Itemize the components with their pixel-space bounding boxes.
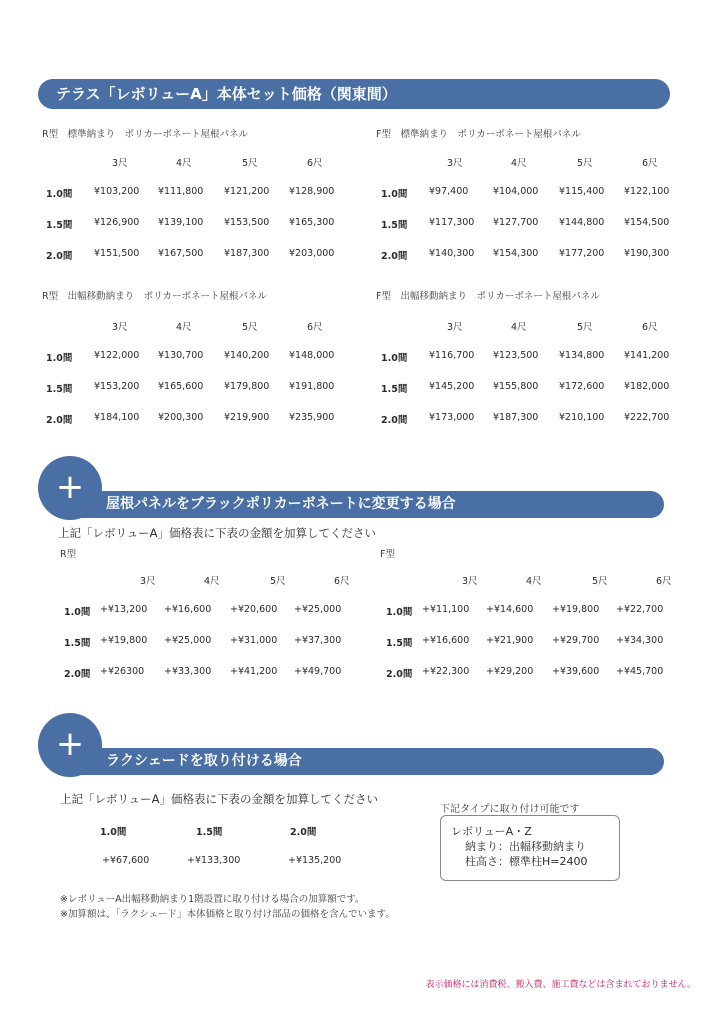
price-cell: ¥148,000: [289, 350, 335, 361]
price-cell: ¥141,200: [624, 350, 670, 361]
price-cell: ¥179,800: [224, 381, 270, 392]
table-label-r-standard: R型 標準納まり ポリカーボネート屋根パネル: [42, 129, 249, 140]
price-cell: ¥115,400: [559, 186, 605, 197]
row-label: 1.5間: [381, 384, 408, 395]
column-header: 3尺: [112, 322, 128, 333]
price-cell: ¥103,200: [94, 186, 140, 197]
price-cell: +¥37,300: [294, 635, 342, 646]
compat-line: 納まり：出幅移動納まり: [465, 840, 586, 853]
price-cell: ¥165,300: [289, 217, 335, 228]
price-cell: ¥116,700: [429, 350, 475, 361]
price-cell: +¥25,000: [294, 604, 342, 615]
rakushade-banner: [70, 748, 664, 775]
column-header: 3尺: [462, 576, 478, 587]
price-cell: ¥182,000: [624, 381, 670, 392]
price-cell: +¥13,200: [100, 604, 148, 615]
column-header: 5尺: [242, 322, 258, 333]
rakushade-col-3: 2.0間: [290, 827, 317, 838]
price-cell: +¥34,300: [616, 635, 664, 646]
row-label: 1.0間: [46, 189, 73, 200]
plus-icon: +: [38, 456, 102, 520]
column-header: 4尺: [176, 322, 192, 333]
column-header: 6尺: [307, 158, 323, 169]
price-cell: +¥29,700: [552, 635, 600, 646]
column-header: 4尺: [204, 576, 220, 587]
column-header: 5尺: [270, 576, 286, 587]
row-label: 1.5間: [64, 638, 91, 649]
price-table-f-move: [379, 319, 679, 429]
row-label: 1.0間: [381, 353, 408, 364]
rakushade-col-2: 1.5間: [196, 827, 223, 838]
footnote: ※加算額は、「ラクシェード」本体価格と取り付け部品の価格を含んでいます。: [60, 909, 395, 920]
price-cell: +¥22,700: [616, 604, 664, 615]
price-cell: ¥130,700: [158, 350, 204, 361]
price-cell: ¥104,000: [493, 186, 539, 197]
price-cell: ¥219,900: [224, 412, 270, 423]
price-cell: +¥49,700: [294, 666, 342, 677]
row-label: 1.5間: [381, 220, 408, 231]
price-cell: ¥128,900: [289, 186, 335, 197]
price-cell: ¥111,800: [158, 186, 204, 197]
price-table-r-standard: [44, 155, 344, 265]
price-cell: ¥144,800: [559, 217, 605, 228]
price-cell: ¥154,500: [624, 217, 670, 228]
black-panel-title: 屋根パネルをブラックポリカーボネートに変更する場合: [106, 496, 456, 512]
price-cell: +¥20,600: [230, 604, 278, 615]
price-table-r-move: [44, 319, 344, 429]
column-header: 3尺: [447, 158, 463, 169]
rakushade-title: ラクシェードを取り付ける場合: [106, 753, 302, 769]
price-cell: +¥26300: [100, 666, 145, 677]
price-cell: +¥22,300: [422, 666, 470, 677]
price-cell: +¥11,100: [422, 604, 470, 615]
rakushade-col-1: 1.0間: [100, 827, 127, 838]
price-cell: ¥184,100: [94, 412, 140, 423]
black-panel-intro: 上記「レボリューA」価格表に下表の金額を加算してください: [58, 526, 377, 540]
price-cell: ¥167,500: [158, 248, 204, 259]
price-cell: +¥45,700: [616, 666, 664, 677]
row-label: 1.5間: [46, 220, 73, 231]
price-cell: ¥210,100: [559, 412, 605, 423]
compat-line: レボリューA・Z: [451, 825, 532, 838]
price-cell: ¥200,300: [158, 412, 204, 423]
row-label: 1.0間: [381, 189, 408, 200]
price-cell: ¥122,000: [94, 350, 140, 361]
price-cell: ¥127,700: [493, 217, 539, 228]
price-cell: ¥97,400: [429, 186, 469, 197]
column-header: 4尺: [526, 576, 542, 587]
price-cell: +¥29,200: [486, 666, 534, 677]
price-cell: ¥123,500: [493, 350, 539, 361]
plus-icon: +: [38, 713, 102, 777]
column-header: 3尺: [112, 158, 128, 169]
column-header: 4尺: [176, 158, 192, 169]
main-title: テラス「レボリューA」本体セット価格（関東間）: [56, 85, 397, 103]
price-cell: ¥122,100: [624, 186, 670, 197]
price-cell: +¥19,800: [552, 604, 600, 615]
price-cell: +¥14,600: [486, 604, 534, 615]
column-header: 3尺: [447, 322, 463, 333]
price-cell: ¥140,300: [429, 248, 475, 259]
price-cell: +¥33,300: [164, 666, 212, 677]
price-cell: ¥117,300: [429, 217, 475, 228]
row-label: 2.0間: [381, 415, 408, 426]
price-cell: ¥145,200: [429, 381, 475, 392]
row-label: 2.0間: [381, 251, 408, 262]
row-label: 1.0間: [64, 607, 91, 618]
price-cell: ¥139,100: [158, 217, 204, 228]
compat-box: [440, 815, 620, 881]
rakushade-intro: 上記「レボリューA」価格表に下表の金額を加算してください: [60, 792, 379, 806]
price-cell: ¥187,300: [224, 248, 270, 259]
price-cell: +¥25,000: [164, 635, 212, 646]
price-cell: ¥153,500: [224, 217, 270, 228]
price-cell: ¥151,500: [94, 248, 140, 259]
rakushade-price-2: +¥133,300: [187, 855, 241, 866]
column-header: 6尺: [656, 576, 672, 587]
price-cell: ¥121,200: [224, 186, 270, 197]
compat-caption: 下記タイプに取り付け可能です: [440, 804, 580, 815]
column-header: 6尺: [334, 576, 350, 587]
price-cell: ¥191,800: [289, 381, 335, 392]
column-header: 5尺: [242, 158, 258, 169]
rakushade-price-3: +¥135,200: [288, 855, 342, 866]
add-table-f-black: [380, 573, 680, 683]
table-label-f-move: F型 出幅移動納まり ポリカーボネート屋根パネル: [376, 291, 600, 302]
price-cell: ¥154,300: [493, 248, 539, 259]
row-label: 1.5間: [386, 638, 413, 649]
price-cell: +¥21,900: [486, 635, 534, 646]
column-header: 6尺: [642, 158, 658, 169]
price-cell: ¥177,200: [559, 248, 605, 259]
row-label: 2.0間: [46, 415, 73, 426]
footnote: ※レボリューA出幅移動納まり1階設置に取り付ける場合の加算額です。: [60, 894, 365, 905]
price-cell: ¥173,000: [429, 412, 475, 423]
price-cell: +¥16,600: [422, 635, 470, 646]
price-cell: ¥235,900: [289, 412, 335, 423]
row-label: 2.0間: [386, 669, 413, 680]
row-label: 2.0間: [64, 669, 91, 680]
rakushade-table: [98, 824, 358, 874]
price-cell: ¥155,800: [493, 381, 539, 392]
price-cell: +¥31,000: [230, 635, 278, 646]
table-label-r-black: R型: [60, 549, 77, 560]
price-cell: ¥222,700: [624, 412, 670, 423]
black-panel-banner: [70, 491, 664, 518]
column-header: 4尺: [511, 158, 527, 169]
row-label: 2.0間: [46, 251, 73, 262]
table-label-f-black: F型: [380, 549, 395, 560]
add-table-r-black: [58, 573, 358, 683]
column-header: 6尺: [642, 322, 658, 333]
disclaimer: 表示価格には消費税、搬入費、施工費などは含まれておりません。: [425, 980, 696, 990]
row-label: 1.0間: [46, 353, 73, 364]
column-header: 4尺: [511, 322, 527, 333]
table-label-f-standard: F型 標準納まり ポリカーボネート屋根パネル: [376, 129, 581, 140]
price-cell: ¥126,900: [94, 217, 140, 228]
price-cell: ¥172,600: [559, 381, 605, 392]
rakushade-price-1: +¥67,600: [102, 855, 150, 866]
column-header: 5尺: [577, 322, 593, 333]
price-cell: +¥41,200: [230, 666, 278, 677]
price-cell: +¥19,800: [100, 635, 148, 646]
price-table-f-standard: [379, 155, 679, 265]
price-cell: +¥16,600: [164, 604, 212, 615]
row-label: 1.0間: [386, 607, 413, 618]
price-cell: ¥140,200: [224, 350, 270, 361]
price-cell: ¥190,300: [624, 248, 670, 259]
row-label: 1.5間: [46, 384, 73, 395]
column-header: 3尺: [140, 576, 156, 587]
price-cell: +¥39,600: [552, 666, 600, 677]
price-cell: ¥187,300: [493, 412, 539, 423]
price-cell: ¥153,200: [94, 381, 140, 392]
table-label-r-move: R型 出幅移動納まり ポリカーボネート屋根パネル: [42, 291, 268, 302]
price-cell: ¥134,800: [559, 350, 605, 361]
main-title-banner: [38, 79, 670, 109]
column-header: 5尺: [577, 158, 593, 169]
price-cell: ¥203,000: [289, 248, 335, 259]
compat-line: 柱高さ：標準柱H=2400: [465, 855, 588, 868]
price-cell: ¥165,600: [158, 381, 204, 392]
column-header: 6尺: [307, 322, 323, 333]
column-header: 5尺: [592, 576, 608, 587]
